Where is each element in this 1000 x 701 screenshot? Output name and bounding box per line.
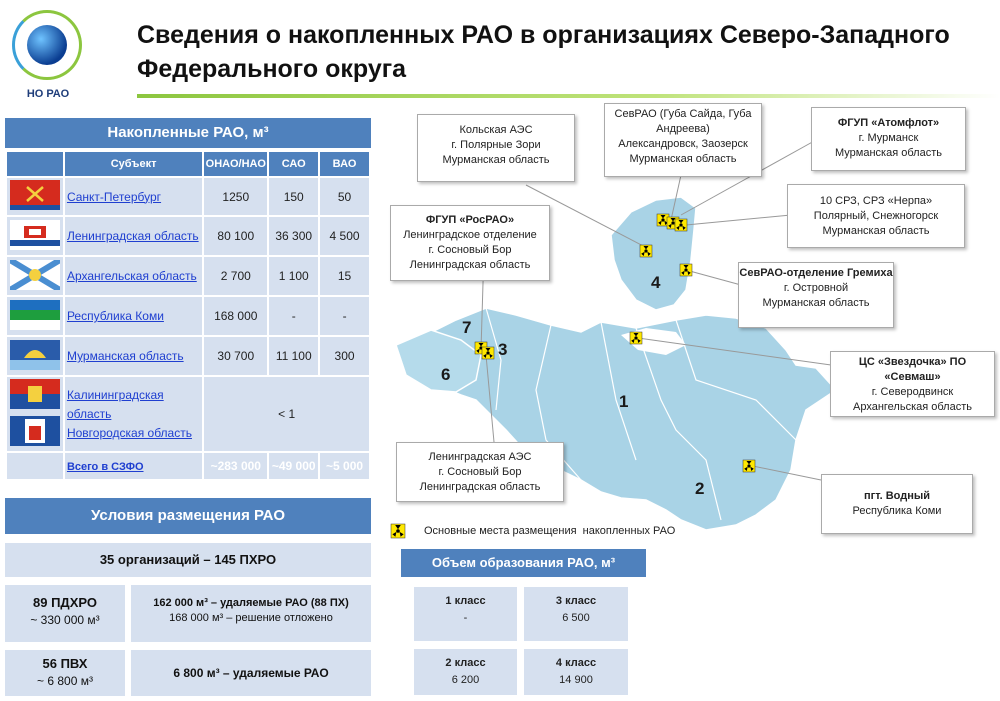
callout-line: Мурманская область [762, 297, 870, 309]
conditions-heading: Условия размещения РАО [5, 498, 371, 534]
komi-flag-icon [10, 300, 60, 330]
pdhro-title: 89 ПДХРО [33, 595, 97, 610]
callout-title: Ленинградская АЭС [428, 451, 532, 463]
flag-cell [7, 297, 63, 335]
onao-cell: 1250 [204, 178, 267, 215]
total-link[interactable]: Всего в СЗФО [66, 461, 144, 473]
total-name[interactable] [65, 453, 202, 479]
callout-line: Мурманская область [835, 147, 942, 159]
region-number: 4 [651, 273, 661, 292]
callout-line: Архангельская область [853, 401, 972, 413]
pdhro-detail1: 162 000 м³ – удаляемые РАО (88 ПХ) [153, 597, 349, 609]
callout-line: Полярный, Снежногорск [813, 210, 939, 222]
table-row [7, 337, 369, 375]
callout-line: Ленинградское отделение [403, 229, 537, 241]
callout-nerpa [787, 184, 965, 248]
radiation-marker-icon [675, 219, 687, 231]
region-link[interactable]: Новгородская область [66, 425, 192, 440]
column-header: ОНАО/НАО [204, 152, 267, 176]
logo-globe-icon [27, 25, 67, 65]
region-name[interactable] [65, 377, 202, 451]
novgorod-flag-icon [10, 416, 60, 446]
sao-cell: 36 300 [269, 217, 318, 255]
volume-cell [524, 649, 628, 695]
rao-table [5, 150, 371, 481]
region-name[interactable] [65, 337, 202, 375]
conditions-summary: 35 организаций – 145 ПХРО [5, 543, 371, 577]
vao-cell: 15 [320, 257, 369, 295]
radiation-marker-icon [640, 245, 652, 257]
callout-gremikha [738, 262, 894, 328]
radiation-marker-icon [482, 347, 494, 359]
callout-title: ФГУП «Атомфлот» [837, 117, 940, 129]
logo [8, 8, 88, 108]
onao-cell: 168 000 [204, 297, 267, 335]
logo-text: НО РАО [26, 88, 70, 100]
radiation-marker-icon [680, 264, 692, 276]
table-row [7, 297, 369, 335]
kaliningrad-flag-icon [10, 379, 60, 409]
sao-cell: 150 [269, 178, 318, 215]
column-header: ВАО [320, 152, 369, 176]
flag-cell [7, 257, 63, 295]
pvh-sub: ~ 6 800 м³ [37, 674, 93, 688]
merged-value-cell: < 1 [204, 377, 369, 451]
murmansk-flag-icon [10, 340, 60, 370]
spb-flag-icon [10, 180, 60, 210]
volume-class: 4 класс [555, 657, 597, 669]
callout-line: г. Полярные Зори [451, 139, 541, 151]
onao-cell: 80 100 [204, 217, 267, 255]
radiation-marker-icon [743, 460, 755, 472]
flag-column-header [7, 152, 63, 176]
flag-cell [7, 337, 63, 375]
pvh-detail: 6 800 м³ – удаляемые РАО [131, 650, 371, 696]
onao-cell: 2 700 [204, 257, 267, 295]
radiation-marker-icon [630, 332, 642, 344]
callout-atomflot [811, 107, 966, 171]
callout-title: 10 СРЗ, СРЗ «Нерпа» [819, 195, 933, 207]
callout-title: Кольская АЭС [459, 124, 533, 136]
region-link[interactable]: Калининградская область [66, 387, 164, 421]
region-number: 2 [695, 479, 705, 498]
radiation-legend-icon [390, 523, 406, 539]
flag-cell [7, 377, 63, 451]
region-name[interactable] [65, 297, 202, 335]
pdhro-detail-box [131, 585, 371, 642]
volume-value: - [463, 612, 468, 624]
callout-title: ФГУП «РосРАО» [425, 214, 515, 226]
callout-leningrad-npp [396, 442, 564, 502]
volume-class: 1 класс [445, 595, 486, 607]
callout-line: Мурманская область [822, 225, 930, 237]
callout-line: Ленинградская область [419, 481, 541, 493]
flag-cell [7, 178, 63, 215]
volume-value: 14 900 [559, 674, 593, 686]
region-link[interactable]: Ленинградская область [66, 229, 199, 243]
pvh-title: 56 ПВХ [42, 656, 88, 671]
callout-title: пгт. Водный [863, 490, 931, 502]
sao-cell: 1 100 [269, 257, 318, 295]
callout-line: г. Мурманск [858, 132, 919, 144]
vao-cell: 4 500 [320, 217, 369, 255]
callout-line: г. Сосновый Бор [428, 244, 512, 256]
total-row [7, 453, 369, 479]
legend-text: Основные места размещения накопленных РАО [424, 525, 676, 537]
map-legend [390, 520, 750, 542]
volume-value: 6 500 [562, 612, 590, 624]
region-link[interactable]: Санкт-Петербург [66, 189, 162, 204]
region-number: 6 [441, 365, 451, 384]
table-heading: Накопленные РАО, м³ [5, 118, 371, 148]
region-number: 1 [619, 392, 629, 411]
callout-title: ЦС «Звездочка» ПО «Севмаш» [858, 356, 967, 383]
table-row [7, 257, 369, 295]
callout-vodny [821, 474, 973, 534]
callout-line: г. Сосновый Бор [438, 466, 522, 478]
callout-line: Александровск, Заозерск [618, 138, 748, 150]
callout-line: Республика Коми [852, 505, 942, 517]
region-name[interactable] [65, 257, 202, 295]
vao-cell: 50 [320, 178, 369, 215]
total-onao: ~283 000 [204, 453, 267, 479]
region-link[interactable]: Республика Коми [66, 309, 164, 323]
callout-title: СевРАО (Губа Сайда, Губа Андреева) [614, 108, 752, 135]
column-header: Субъект [65, 152, 202, 176]
region-link[interactable]: Архангельская область [66, 269, 197, 283]
pdhro-sub: ~ 330 000 м³ [30, 613, 100, 627]
title-divider [137, 94, 1000, 98]
callout-line: Мурманская область [442, 154, 550, 166]
volume-heading: Объем образования РАО, м³ [401, 549, 646, 577]
table-row [7, 377, 369, 451]
callout-line: Ленинградская область [409, 259, 531, 271]
volume-cell [524, 587, 628, 641]
leningrad-oblast-flag-icon [10, 220, 60, 250]
region-number: 3 [498, 340, 508, 359]
sao-cell: - [269, 297, 318, 335]
callout-line: г. Северодвинск [871, 386, 954, 398]
arkhangelsk-flag-icon [10, 260, 60, 290]
total-sao: ~49 000 [269, 453, 318, 479]
page-title: Сведения о накопленных РАО в организациях Северо-Западного Федерального округа [137, 21, 950, 83]
column-header: САО [269, 152, 318, 176]
region-name[interactable] [65, 217, 202, 255]
region-number: 7 [462, 318, 472, 337]
callout-line: г. Островной [783, 282, 849, 294]
pvh-box [5, 650, 125, 696]
callout-title: СевРАО-отделение Гремиха [739, 267, 893, 279]
volume-cell [414, 649, 517, 695]
table-header-row [7, 152, 369, 176]
volume-class: 2 класс [445, 657, 486, 669]
region-link[interactable]: Мурманская область [66, 349, 184, 363]
callout-sevrao [604, 103, 762, 177]
pdhro-box [5, 585, 125, 642]
flag-cell [7, 217, 63, 255]
onao-cell: 30 700 [204, 337, 267, 375]
vao-cell: - [320, 297, 369, 335]
callout-rosrao [390, 205, 550, 281]
region-name[interactable] [65, 178, 202, 215]
callout-zvezdochka [830, 351, 995, 417]
vao-cell: 300 [320, 337, 369, 375]
callout-kola-npp [417, 114, 575, 182]
sao-cell: 11 100 [269, 337, 318, 375]
table-row [7, 178, 369, 215]
table-row [7, 217, 369, 255]
pdhro-detail2: 168 000 м³ – решение отложено [169, 612, 333, 624]
total-vao: ~5 000 [320, 453, 369, 479]
volume-value: 6 200 [451, 674, 480, 686]
total-flag-cell [7, 453, 63, 479]
volume-cell [414, 587, 517, 641]
volume-class: 3 класс [555, 595, 597, 607]
callout-line: Мурманская область [629, 153, 737, 165]
